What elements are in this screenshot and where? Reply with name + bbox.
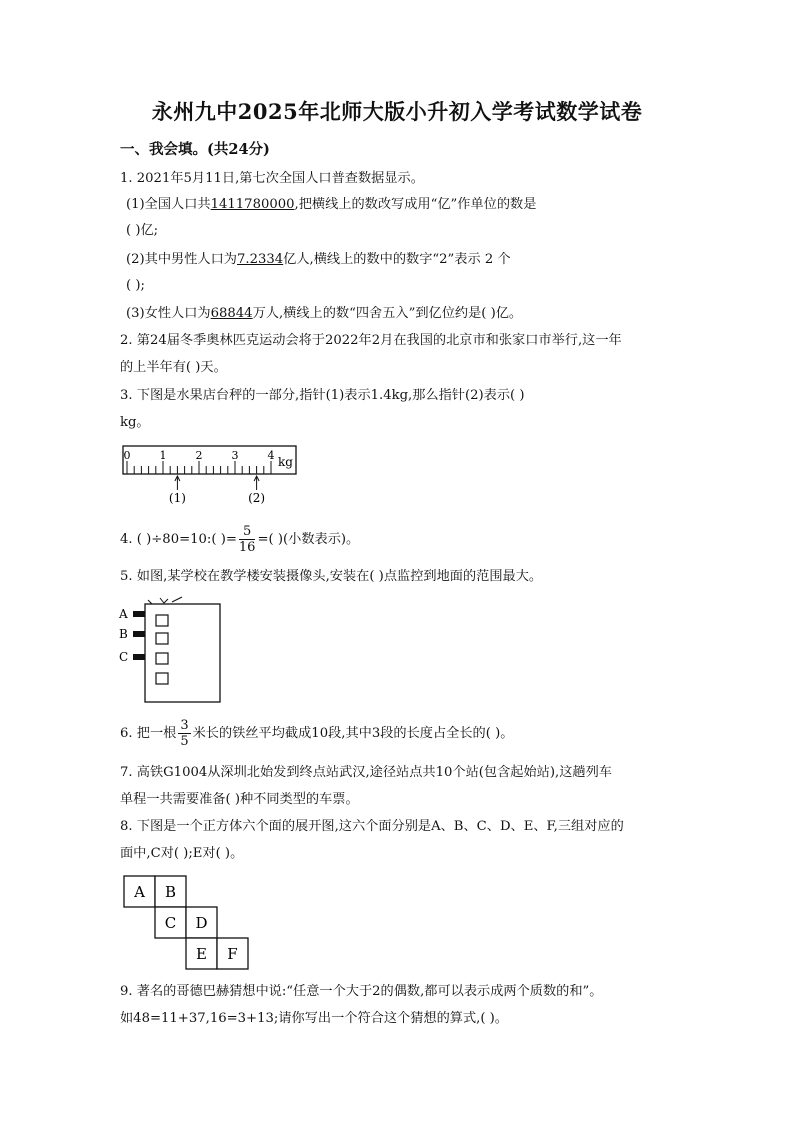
- q9-line2: 如48=11+37,16=3+13;请你写出一个符合这个猜想的算式,( )。: [120, 1011, 508, 1026]
- q7-line2: 单程一共需要准备( )种不同类型的车票。: [120, 792, 359, 807]
- scale-label: 3: [231, 449, 239, 462]
- face-label-e: E: [196, 945, 207, 963]
- q1-part3: (3)女性人口为68844万人,横线上的数“四舍五入”到亿位约是( )亿。: [126, 306, 523, 321]
- pointer1-label: (1): [168, 491, 186, 505]
- q7-line1: 7. 高铁G1004从深圳北始发到终点站武汉,途径站点共10个站(包含起始站),这趟列车: [120, 765, 612, 780]
- scale-label: 4: [267, 449, 275, 462]
- face-label-c: C: [164, 914, 177, 932]
- scale-label: 2: [195, 449, 203, 462]
- q1-part1-answer: ( )亿;: [126, 223, 159, 238]
- q8-line1: 8. 下图是一个正方体六个面的展开图,这六个面分别是A、B、C、D、E、F,三组对应的: [120, 819, 624, 834]
- label-c: C: [119, 650, 129, 664]
- face-label-a: A: [134, 883, 145, 901]
- cube-net-figure: [122, 874, 252, 970]
- q1-part2: (2)其中男性人口为7.2334亿人,横线上的数中的数字“2”表示 2 个: [126, 252, 511, 267]
- camera-b: [133, 631, 145, 637]
- scale-label: 0: [123, 449, 131, 462]
- camera-a: [133, 611, 145, 617]
- label-b: B: [119, 627, 128, 641]
- q3-line2: kg。: [120, 415, 150, 430]
- q2-line1: 2. 第24届冬季奥林匹克运动会将于2022年2月在我国的北京市和张家口市举行,这一年: [120, 333, 622, 348]
- q1-part1: (1)全国人口共1411780000,把横线上的数改写成用“亿”作单位的数是: [126, 197, 537, 212]
- pointer2-label: (2): [248, 491, 266, 505]
- scale-label: 1: [159, 449, 167, 462]
- fraction-3-5: $\frac{3}{5}$: [180, 718, 189, 749]
- page-title: 永州九中2025年北师大版小升初入学考试数学试卷: [151, 99, 643, 124]
- face-label-d: D: [195, 914, 208, 932]
- scale-unit: kg: [278, 455, 293, 469]
- fraction-5-16: $\frac{5}{16}$: [238, 524, 256, 555]
- q5-line1: 5. 如图,某学校在教学楼安装摄像头,安装在( )点监控到地面的范围最大。: [120, 569, 543, 584]
- q8-line2: 面中,C对( );E对( )。: [120, 846, 244, 861]
- q6-line: 6. 把一根 $\frac{3}{5}$ 米长的铁丝平均截成10段,其中3段的长度占全长的( )。: [120, 718, 514, 749]
- building-figure: [118, 594, 228, 706]
- q1-part2-answer: ( );: [126, 278, 145, 293]
- q3-line1: 3. 下图是水果店台秤的一部分,指针(1)表示1.4kg,那么指针(2)表示( ): [120, 388, 525, 403]
- q2-line2: 的上半年有( )天。: [120, 360, 227, 375]
- q9-line1: 9. 著名的哥德巴赫猜想中说:“任意一个大于2的偶数,都可以表示成两个质数的和”。: [120, 984, 603, 999]
- face-label-b: B: [164, 883, 177, 901]
- section-heading: 一、我会填。(共24分): [120, 141, 270, 158]
- q4-line: 4. ( )÷80=10:( )= $\frac{5}{16}$ =( )(小数表示)。: [120, 524, 360, 555]
- camera-c: [133, 654, 145, 660]
- q1-stem: 1. 2021年5月11日,第七次全国人口普查数据显示。: [120, 171, 424, 186]
- label-a: A: [119, 607, 128, 621]
- face-label-f: F: [227, 945, 238, 963]
- scale-figure: [120, 444, 300, 510]
